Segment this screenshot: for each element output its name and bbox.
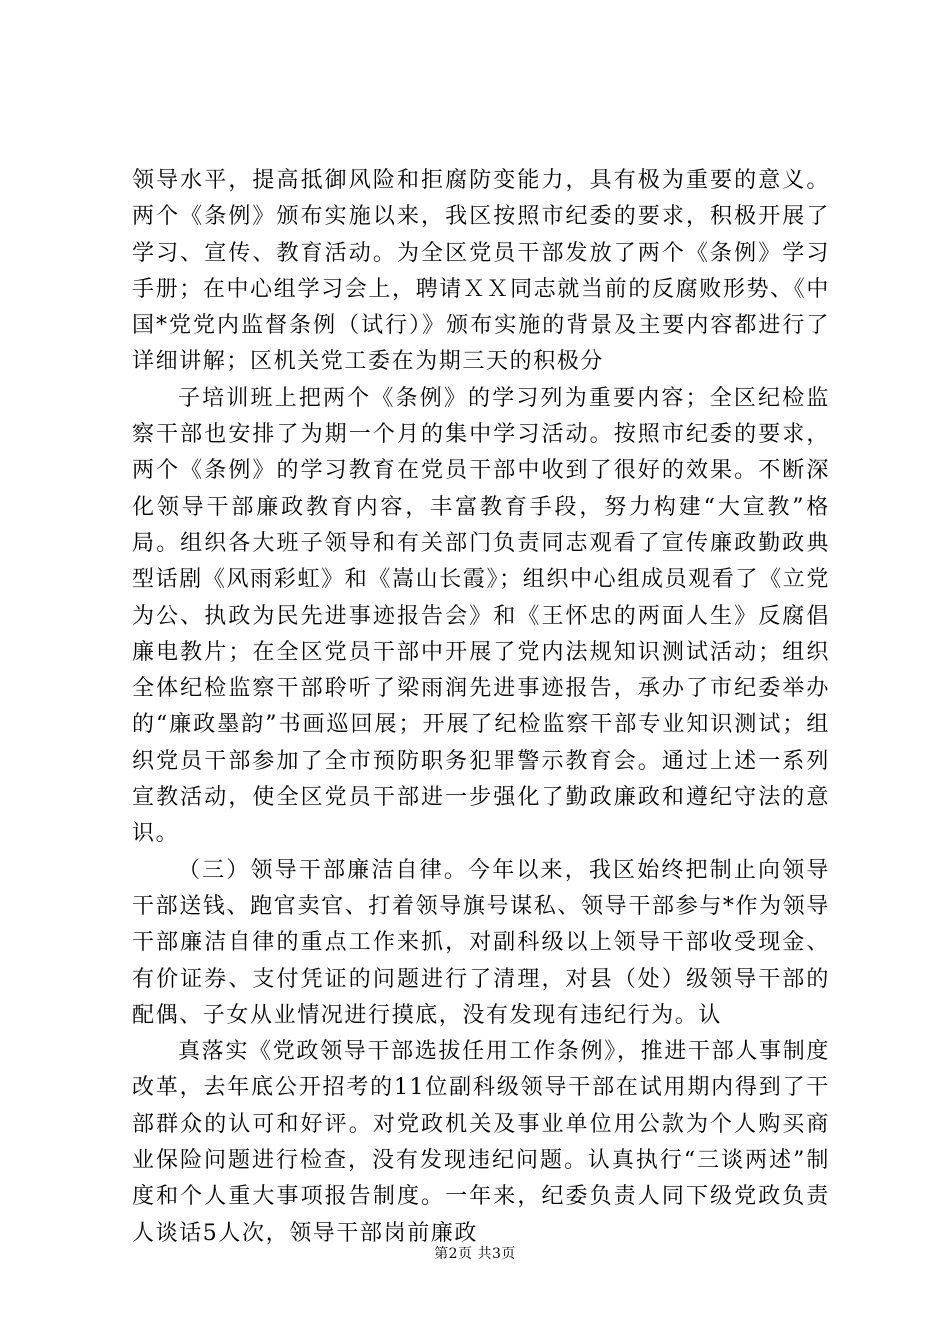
paragraph-3: （三）领导干部廉洁自律。今年以来，我区始终把制止向领导干部送钱、跑官卖官、打着领导旗号谋私、领导干部参与*作为领导干部廉洁自律的重点工作来抓，对副科级以上领导干部收受现金、有价证券、支付凭证的问题进行了清理，对县（处）级领导干部的配偶、子女从业情况进行摸底，没有发现有违纪行为。认 [132,857,830,1028]
paragraph-4: 真落实《党政领导干部选拔任用工作条例》，推进干部人事制度改革，去年底公开招考的11位副科级领导干部在试用期内得到了干部群众的认可和好评。对党政机关及事业单位用公款为个人购买商业保险问题进行检查，没有发现违纪问题。认真执行“三谈两述”制度和个人重大事项报告制度。一年来，纪委负责人同下级党政负责人谈话5人次，领导干部岗前廉政 [132,1039,830,1246]
document-body [132,163,830,1252]
page-footer: 第2页 共3页 [434,1246,516,1262]
paragraph-2: 子培训班上把两个《条例》的学习列为重要内容；全区纪检监察干部也安排了为期一个月的集中学习活动。按照市纪委的要求，两个《条例》的学习教育在党员干部中收到了很好的效果。不断深化领导干部廉政教育内容，丰富教育手段，努力构建“大宣教”格局。组织各大班子领导和有关部门负责同志观看了宣传廉政勤政典型话剧《风雨彩虹》和《嵩山长霞》；组织中心组成员观看了《立党为公、执政为民先进事迹报告会》和《王怀忠的两面人生》反腐倡廉电教片；在全区党员干部中开展了党内法规知识测试活动；组织全体纪检监察干部聆听了梁雨润先进事迹报告，承办了市纪委举办的“廉政墨韵”书画巡回展；开展了纪检监察干部专业知识测试；组织党员干部参加了全市预防职务犯罪警示教育会。通过上述一系列宣教活动，使全区党员干部进一步强化了勤政廉政和遵纪守法的意识。 [132,385,830,847]
paragraph-1: 领导水平，提高抵御风险和拒腐防变能力，具有极为重要的意义。两个《条例》颁布实施以来，我区按照市纪委的要求，积极开展了学习、宣传、教育活动。为全区党员干部发放了两个《条例》学习手册；在中心组学习会上，聘请ＸＸ同志就当前的反腐败形势、《中国*党党内监督条例（试行）》颁布实施的背景及主要内容都进行了详细讲解；区机关党工委在为期三天的积极分 [132,168,830,375]
